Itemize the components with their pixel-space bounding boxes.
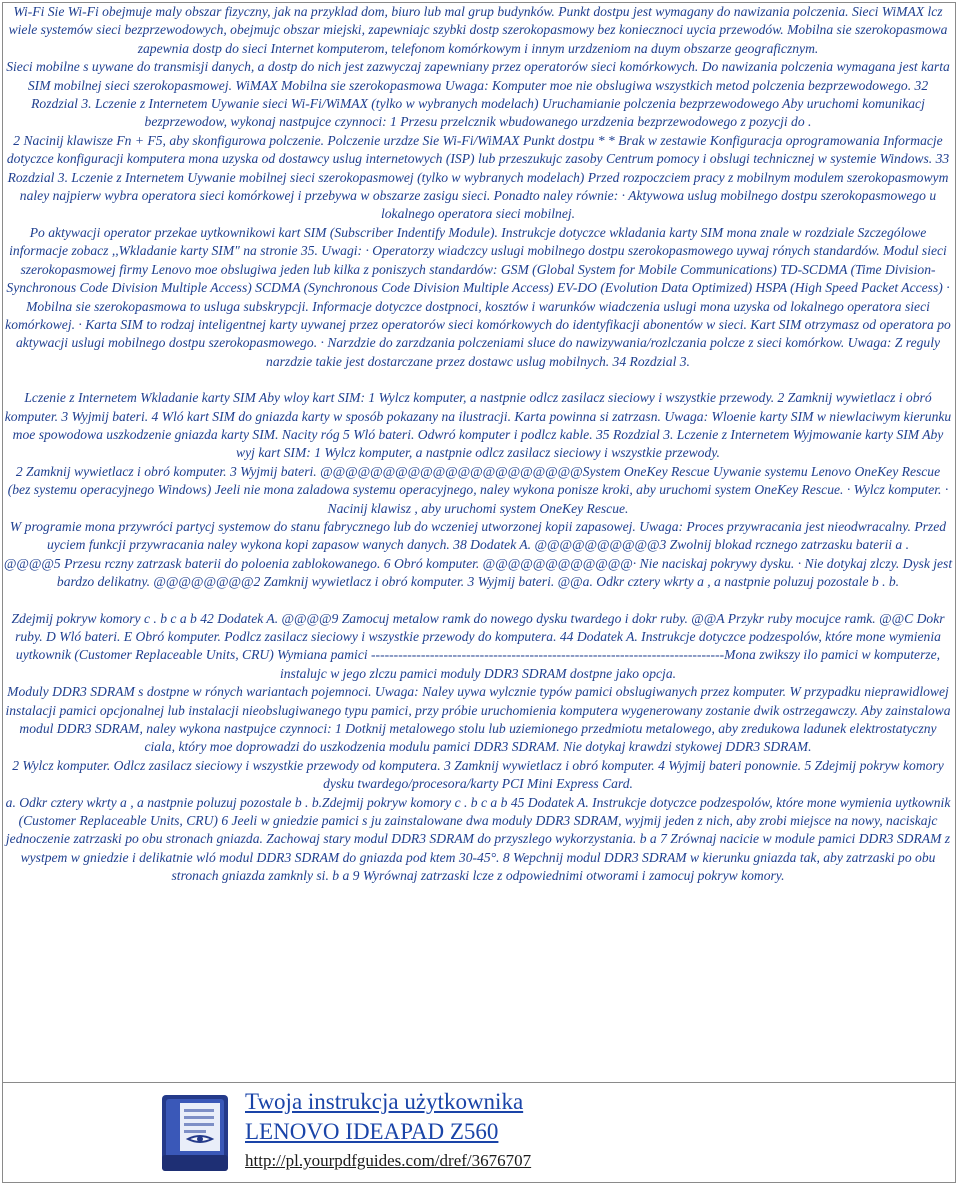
footer-text-block — [245, 1087, 531, 1175]
footer — [0, 1083, 960, 1183]
paragraph: Lczenie z Internetem Wkladanie karty SIM Aby wloy kart SIM: 1 Wylcz komputer, a nastpnie odlcz zasilacz sieciowy i wszystkie przewody. 2 Zamknij wywietlacz i obró komputer. 3 Wyjmij bateri. 4 Wló kart SIM do gniazda karty w sposób pokazany na ilustracji. Karta powinna si zatrzasn. Uwaga: Wloenie karty SIM w niewlaciwym kierunku moe spowodowa uszkodzenie gniazda karty SIM. Nacity róg 5 Wló bateri. Odwró komputer i podlcz kable. 35 Rozdzial 3. Lczenie z Internetem Wyjmowanie karty SIM Aby wyj kart SIM: 1 Wylcz komputer, a nastpnie odlcz zasilacz sieciowy i wszystkie przewody. — [4, 390, 952, 461]
paragraph: 2 Zamknij wywietlacz i obró komputer. 3 Wyjmij bateri. @@@@@@@@@@@@@@@@@@@@@System OneKey Rescue Uywanie systemu Lenovo OneKey Rescue (bez systemu operacyjnego Windows) Jeeli nie mona zaladowa systemu operacyjnego, naley wykona ponisze kroki, aby uruchomi system OneKey Rescue. · Wylcz komputer. · Nacinij klawisz , aby uruchomi system OneKey Rescue. — [7, 463, 949, 516]
paragraph-gap — [3, 371, 953, 389]
paragraph: 2 Nacinij klawisze Fn + F5, aby skonfigurowa polczenie. Polczenie urzdze Sie Wi-Fi/WiMAX Punkt dostpu * * Brak w zestawie Konfiguracja oprogramowania Informacje dotyczce konfiguracji komputera mona uzyska od dostawcy uslug internetowych (ISP) lub przeszukujc zasoby Centrum pomocy i obslugi technicznej w systemie Windows. 33 Rozdzial 3. Lczenie z Internetem Uywanie mobilnej sieci szerokopasmowej (tylko w wybranych modelach) Przed rozpoczciem pracy z mobilnym modulem szerokopasmowym naley najpierw wybra operatora sieci komórkowej i przebywa w obszarze zasigu sieci. Ponadto naley równie: · Aktywowa uslug mobilnego dostpu szerokopasmowego u lokalnego operatora sieci mobilnej. — [6, 132, 950, 222]
footer-title[interactable]: Twoja instrukcja użytkownika — [245, 1089, 524, 1114]
paragraph: W programie mona przywróci partycj systemow do stanu fabrycznego lub do wczeniej utworzonej kopii zapasowej. Uwaga: Proces przywracania jest nieodwracalny. Przed uyciem funkcji przywracania naley wykona kopi zapasow wanych danych. 38 Dodatek A. @@@@@@@@@@3 Zwolnij blokad rcznego zatrzasku baterii a . — [9, 518, 947, 553]
paragraph: Sieci mobilne s uywane do transmisji danych, a dostp do nich jest zazwyczaj zapewniany przez operatorów sieci komórkowych. Do nawizania polczenia wymagana jest karta SIM mobilnej sieci szerokopasmowej. WiMAX Mobilna sie szerokopasmowa Uwaga: Komputer moe nie obslugiwa wszystkich metod polczenia bezprzewodowego. 32 Rozdzial 3. Lczenie z Internetem Uywanie sieci Wi-Fi/WiMAX (tylko w wybranych modelach) Uruchamianie polczenia bezprzewodowego Aby uruchomi komunikacj bezprzewodow, wykonaj nastpujce czynnoci: 1 Przesu przelcznik wbudowanego urzdzenia bezprzewodowego z pozycji do . — [6, 59, 950, 130]
paragraph: 2 Wylcz komputer. Odlcz zasilacz sieciowy i wszystkie przewody od komputera. 3 Zamknij wywietlacz i obró komputer. 4 Wyjmij bateri ponownie. 5 Zdejmij pokryw komory dysku twardego/procesora/karty PCI Mini Express Card. — [12, 757, 944, 792]
paragraph: @@@@5 Przesu rczny zatrzask baterii do poloenia zablokowanego. 6 Obró komputer. @@@@@@@@@@@@· Nie naciskaj pokrywy dysku. · Nie dotykaj zlczy. Dysk jest bardzo delikatny. @@@@@@@@2 Zamknij wywietlacz i obró komputer. 3 Wyjmij bateri. @@a. Odkr cztery wkrty a , a nastpnie poluzuj pozostale b . b. — [3, 555, 953, 590]
paragraph: Zdejmij pokryw komory c . b c a b 42 Dodatek A. @@@@9 Zamocuj metalow ramk do nowego dysku twardego i dokr ruby. @@A Przykr ruby mocujce ramk. @@C Dokr ruby. D Wló bateri. E Obró komputer. Podlcz zasilacz sieciowy i wszystkie przewody do komputera. 44 Dodatek A. Instrukcje dotyczce podzespolów, które mone wymienia uytkownik (Customer Replaceable Units, CRU) Wymiana pamici ------------------------------------------------------------------------------Mona zwikszy ilo pamici w komputerze, instalujc w jego zlczu pamici moduly DDR3 SDRAM dostpne jako opcja. — [11, 610, 945, 681]
footer-product-name[interactable]: LENOVO IDEAPAD Z560 — [245, 1119, 499, 1144]
paragraph: Wi-Fi Sie Wi-Fi obejmuje maly obszar fizyczny, jak na przyklad dom, biuro lub mal grup budynków. Punkt dostpu jest wymagany do nawizania polczenia. Sieci WiMAX lcz wiele systemów sieci bezprzewodowych, obejmujc obszar miejski, zapewniajc szybki dostp szerokopasmowy bez koniecznoci uycia przewodów. Mobilna sie szerokopasmowa zapewnia dostp do sieci Internet komputerom, telefonom komórkowym i innym urzdzeniom na duym obszarze geograficznym. — [8, 4, 948, 56]
paragraph-gap — [3, 592, 953, 610]
paragraph: Po aktywacji operator przekae uytkownikowi kart SIM (Subscriber Indentify Module). Instrukcje dotyczce wkladania karty SIM mona znale w rozdziale Szczególowe informacje zobacz ,,Wkladanie karty SIM" na stronie 35. Uwagi: · Operatorzy wiadczcy uslugi mobilnego dostpu szerokopasmowego uywaj rónych standardów. Modul sieci szerokopasmowej firmy Lenovo moe obslugiwa jeden lub kilka z poniszych standardów: GSM (Global System for Mobile Communications) TD-SCDMA (Time Division-Synchronous Code Division Multiple Access) SCDMA (Synchronous Code Division Multiple Access) EV-DO (Evolution Data Optimized) HSPA (High Speed Packet Access) · Mobilna sie szerokopasmowa to usluga subskrypcji. Informacje dotyczce dostpnoci, kosztów i warunków wiadczenia uslugi mona uzyska od lokalnego operatora sieci komórkowej. · Karta SIM to rodzaj inteligentnej karty uywanej przez operatorów sieci komórkowych do identyfikacji abonentów w sieci. Kart SIM otrzymasz od operatora po aktywacji uslugi mobilnego dostpu szerokopasmowego. · Narzdzie do zarzdzania polczeniami sluce do nawizywania/rozlczania polcze z sieci komórkow. Uwaga: Z reguly narzdzie takie jest dostarczane przez dostawc uslug mobilnych. 34 Rozdzial 3. — [5, 224, 951, 369]
paragraph: Moduly DDR3 SDRAM s dostpne w rónych wariantach pojemnoci. Uwaga: Naley uywa wylcznie typów pamici obslugiwanych przez komputer. W przypadku nieprawidlowej instalacji pamici opcjonalnej lub instalacji nieobslugiwanego typu pamici, przy próbie uruchomienia komputera wygenerowany zostanie dwik ostrzegawczy. Aby zainstalowa modul DDR3 SDRAM, naley wykona nastpujce czynnoci: 1 Dotknij metalowego stolu lub uziemionego przedmiotu metalowego, aby zredukowa ladunek elektrostatyczny ciala, który moe doprowadzi do uszkodzenia modulu pamici DDR3 SDRAM. Nie dotykaj krawdzi stykowej DDR3 SDRAM. — [5, 684, 951, 755]
paragraph: a. Odkr cztery wkrty a , a nastpnie poluzuj pozostale b . b.Zdejmij pokryw komory c . b c a b 45 Dodatek A. Instrukcje dotyczce podzespolów, które mone wymienia uytkownik (Customer Replaceable Units, CRU) 6 Jeeli w gniedzie pamici s ju zainstalowane dwa moduly DDR3 SDRAM, wyjmij jeden z nich, aby zrobi miejsce na nowy, naciskajc jednoczenie zatrzaski po obu stronach gniazda. Zachowaj stary modul DDR3 SDRAM do przyszlego wykorzystania. b a 7 Zrównaj nacicie w module pamici DDR3 SDRAM z wystpem w gniedzie i delikatnie wló modul DDR3 SDRAM do gniazda pod ktem 30-45°. 8 Wepchnij modul DDR3 SDRAM w kierunku gniazda tak, aby zatrzaski po obu stronach gniazda zamknly si. b a 9 Wyrównaj zatrzaski lcze z odpowiednimi otworami i zamocuj pokryw komory. — [5, 794, 951, 884]
document-body — [3, 3, 953, 886]
footer-url-link[interactable]: http://pl.yourpdfguides.com/dref/3676707 — [245, 1151, 532, 1170]
yourpdfguides-book-logo-icon — [158, 1089, 234, 1177]
